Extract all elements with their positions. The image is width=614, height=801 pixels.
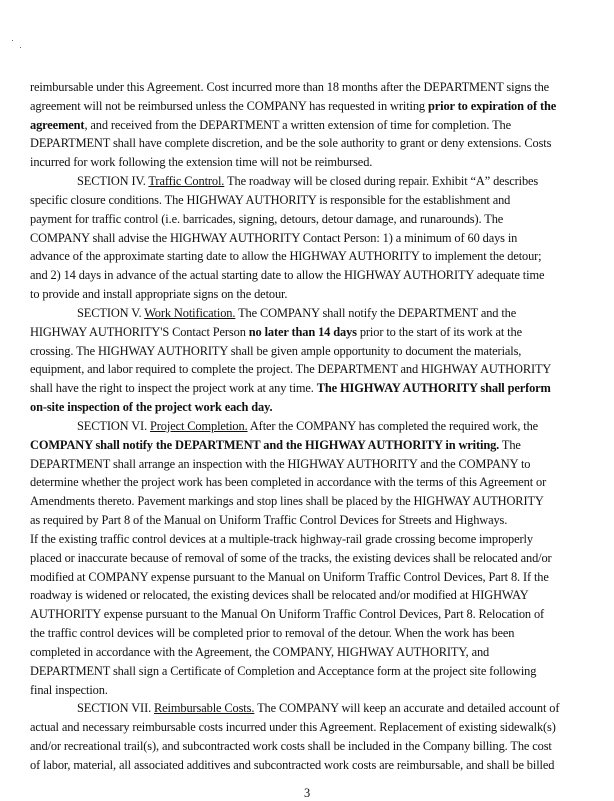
- text-line: [30, 662, 614, 681]
- text-line: [30, 511, 614, 530]
- text-segment: DEPARTMENT shall sign a Certificate of Completion and Acceptance form at the project site following: [30, 663, 537, 678]
- text-segment: AUTHORITY expense pursuant to the Manual On Uniform Traffic Control Devices, Part 8. Relocation of: [30, 607, 545, 622]
- text-segment: Amendments thereto. Pavement markings and stop lines shall be placed by the HIGHWAY AUTHORITY: [30, 494, 544, 509]
- text-segment: the traffic control devices will be completed prior to removal of the detour. When the work has been: [30, 626, 515, 641]
- bold-text: The HIGHWAY AUTHORITY shall perform: [316, 381, 551, 396]
- section-heading: Reimbursable Costs.: [154, 701, 255, 716]
- text-segment: modified at COMPANY expense pursuant to the Manual on Uniform Traffic Control Devices, Part 8. If the: [30, 569, 549, 584]
- text-segment: and 2) 14 days in advance of the actual starting date to allow the HIGHWAY AUTHORITY adequate time: [30, 268, 545, 283]
- page-number: 3: [304, 785, 311, 800]
- text-segment: payment for traffic control (i.e. barricades, signing, detours, detour damage, and runarounds). The: [30, 211, 504, 226]
- text-segment: specific closure conditions. The HIGHWAY AUTHORITY is responsible for the establishment and: [30, 192, 511, 207]
- text-line: [30, 210, 614, 229]
- text-segment: The roadway will be closed during repair. Exhibit “A” describes: [224, 174, 539, 189]
- text-segment: COMPANY shall advise the HIGHWAY AUTHORITY Contact Person: 1) a minimum of 60 days in: [30, 230, 518, 245]
- text-segment: The COMPANY will keep an accurate and detailed account of: [254, 701, 560, 716]
- bold-text: agreement: [30, 117, 85, 132]
- text-segment: DEPARTMENT shall have complete discretion, and be the sole authority to grant or deny extensions. Costs: [30, 136, 552, 151]
- bold-text: COMPANY shall notify the DEPARTMENT and the HIGHWAY AUTHORITY in writing.: [30, 437, 500, 452]
- section-heading: Work Notification.: [144, 305, 236, 320]
- text-segment: shall have the right to inspect the project work at any time.: [30, 381, 317, 396]
- text-line: [30, 247, 614, 266]
- bold-text: prior to expiration of the: [427, 98, 557, 113]
- text-line: [30, 97, 614, 116]
- text-segment: determine whether the project work has been completed in accordance with the terms of this Agreement or: [30, 475, 547, 490]
- text-line: [30, 304, 614, 323]
- text-segment: completed in accordance with the Agreement, the COMPANY, HIGHWAY AUTHORITY, and: [30, 644, 490, 659]
- text-segment: DEPARTMENT shall arrange an inspection with the HIGHWAY AUTHORITY and the COMPANY to: [30, 456, 531, 471]
- text-line: [30, 379, 614, 398]
- text-segment: roadway is widened or relocated, the existing devices shall be relocated and/or modified at HIGHWAY: [30, 588, 529, 603]
- text-line: [30, 643, 614, 662]
- section-heading: Traffic Control.: [148, 174, 225, 189]
- text-line: [30, 549, 614, 568]
- text-segment: incurred for work following the extension time will not be reimbursed.: [30, 155, 373, 170]
- text-segment: agreement will not be reimbursed unless the COMPANY has requested in writing: [30, 98, 428, 113]
- text-line: [30, 756, 614, 775]
- text-segment: After the COMPANY has completed the required work, the: [247, 418, 539, 433]
- scan-speck: [20, 47, 21, 48]
- text-segment: advance of the approximate starting date to allow the HIGHWAY AUTHORITY to implement the detour;: [30, 249, 542, 264]
- text-line: [30, 116, 614, 135]
- text-segment: The COMPANY shall notify the DEPARTMENT and the: [235, 305, 517, 320]
- bold-text: no later than 14 days: [248, 324, 357, 339]
- text-line: [30, 266, 614, 285]
- text-line: [30, 417, 614, 436]
- text-line: [30, 398, 614, 417]
- text-line: [30, 605, 614, 624]
- text-line: [30, 285, 614, 304]
- text-segment: SECTION VII.: [77, 701, 155, 716]
- text-segment: crossing. The HIGHWAY AUTHORITY shall be given ample opportunity to document the materials,: [30, 343, 522, 358]
- section-heading: Project Completion.: [150, 418, 248, 433]
- text-line: [30, 342, 614, 361]
- text-segment: , and received from the DEPARTMENT a written extension of time for completion. The: [84, 117, 511, 132]
- text-line: [30, 172, 614, 191]
- text-segment: actual and necessary reimbursable costs incurred under this Agreement. Replacement of existing sidewalk(s): [30, 720, 556, 735]
- text-line: [30, 78, 614, 97]
- text-segment: placed or inaccurate because of removal of some of the tracks, the existing devices shall be relocated and/or: [30, 550, 552, 565]
- text-line: [30, 436, 614, 455]
- text-line: [30, 718, 614, 737]
- text-segment: and/or recreational trail(s), and subcontracted work costs shall be included in the Company billing. The cost: [30, 738, 552, 753]
- text-segment: as required by Part 8 of the Manual on Uniform Traffic Control Devices for Streets and Highways.: [30, 513, 508, 528]
- text-segment: final inspection.: [30, 682, 108, 697]
- text-segment: SECTION IV.: [77, 174, 149, 189]
- text-segment: SECTION V.: [77, 305, 145, 320]
- text-line: [30, 492, 614, 511]
- text-line: [30, 681, 614, 700]
- text-line: [30, 699, 614, 718]
- text-line: [30, 323, 614, 342]
- text-segment: The: [499, 437, 521, 452]
- text-lines: [30, 78, 614, 775]
- text-line: [30, 737, 614, 756]
- scan-speck: [12, 40, 13, 41]
- document-body: [30, 78, 614, 801]
- text-segment: reimbursable under this Agreement. Cost incurred more than 18 months after the DEPARTMENT signs the: [30, 80, 550, 94]
- text-segment: to provide and install appropriate signs on the detour.: [30, 287, 288, 302]
- text-line: [30, 624, 614, 643]
- text-segment: SECTION VI.: [77, 418, 151, 433]
- text-segment: prior to the start of its work at the: [356, 324, 522, 339]
- text-segment: HIGHWAY AUTHORITY'S Contact Person: [30, 324, 249, 339]
- text-line: [30, 229, 614, 248]
- bold-text: on-site inspection of the project work each day.: [30, 400, 273, 415]
- text-segment: of labor, material, all associated additives and subcontracted work costs are reimbursable, and shall be billed: [30, 757, 555, 772]
- text-line: [30, 360, 614, 379]
- text-line: [30, 153, 614, 172]
- text-line: [30, 134, 614, 153]
- text-line: [30, 473, 614, 492]
- text-segment: equipment, and labor required to complete the project. The DEPARTMENT and HIGHWAY AUTHORITY: [30, 362, 552, 377]
- text-line: [30, 191, 614, 210]
- text-line: [30, 568, 614, 587]
- text-line: [30, 586, 614, 605]
- text-segment: If the existing traffic control devices at a multiple-track highway-rail grade crossing become improperly: [30, 531, 533, 546]
- text-line: [30, 530, 614, 549]
- text-line: [30, 455, 614, 474]
